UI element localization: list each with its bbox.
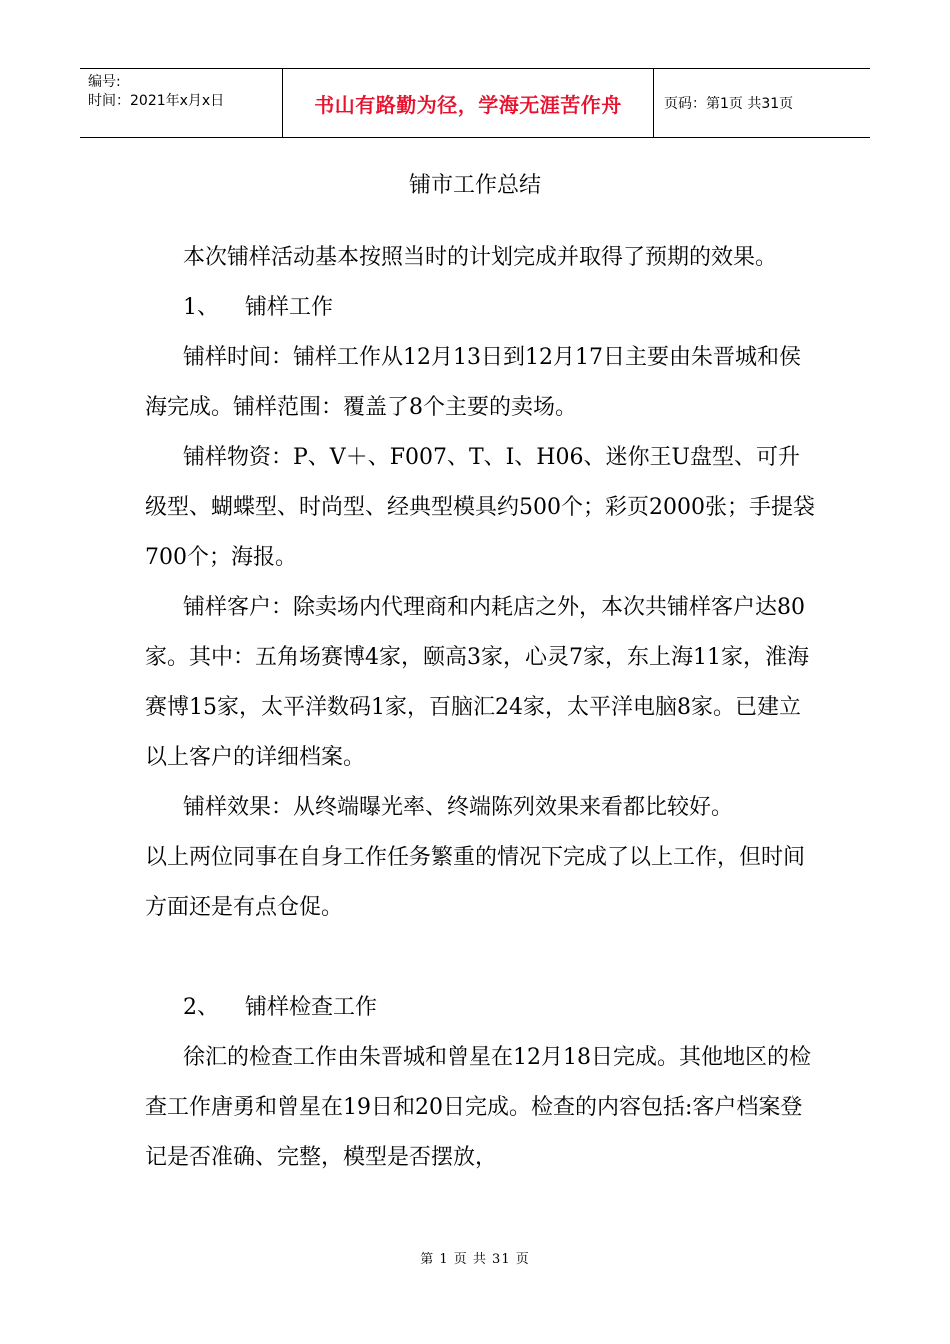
intro-paragraph: 本次铺样活动基本按照当时的计划完成并取得了预期的效果。 [183,245,778,270]
effect-paragraph: 铺样效果：从终端曝光率、终端陈列效果来看都比较好。 [183,795,734,820]
section-2-heading [145,983,815,1033]
code-label: 编号: [88,74,121,90]
effect-note-paragraph: 以上两位同事在自身工作任务繁重的情况下完成了以上工作，但时间方面还是有点仓促。 [145,845,806,920]
section-1-title: 铺样工作 [245,295,334,320]
check-paragraph: 徐汇的检查工作由朱晋城和曾星在12月18日完成。其他地区的检查工作唐勇和曾星在19日和20日完成。检查的内容包括:客户档案登记是否准确、完整，模型是否摆放， [145,1045,811,1170]
time-paragraph: 铺样时间：铺样工作从12月13日到12月17日主要由朱晋城和侯海完成。铺样范围：覆盖了8个主要的卖场。 [145,345,801,420]
section-2-title: 铺样检查工作 [245,995,378,1020]
motto-text: 书山有路勤为径，学海无涯苦作舟 [314,92,622,117]
clients-paragraph: 铺样客户：除卖场内代理商和内耗店之外，本次共铺样客户达80家。其中：五角场赛博4家，颐高3家，心灵7家，东上海11家，淮海赛博15家，太平洋数码1家，百脑汇24家，太平洋电脑8家。已建立以上客户的详细档案。 [145,595,809,770]
document-title: 铺市工作总结 [408,173,541,198]
materials-paragraph: 铺样物资：P、V＋、F007、T、I、H06、迷你王U盘型、可升级型、蝴蝶型、时尚型、经典型模具约500个；彩页2000张；手提袋700个；海报。 [145,445,815,570]
section-2-number: 2、 [183,995,219,1020]
time-label: 时间：2021年x月x日 [88,93,225,109]
section-1-heading [145,283,815,333]
section-1-number: 1、 [183,295,219,320]
page-footer: 第 1 页 共 31 页 [420,1252,530,1267]
page-info-text: 页码：第1页 共31页 [664,96,794,112]
document-body [145,233,815,1183]
header-meta [80,69,282,137]
section-spacer [145,933,815,983]
header-motto-cell [282,69,654,137]
header-page-info [654,69,870,137]
page-header [80,68,870,138]
